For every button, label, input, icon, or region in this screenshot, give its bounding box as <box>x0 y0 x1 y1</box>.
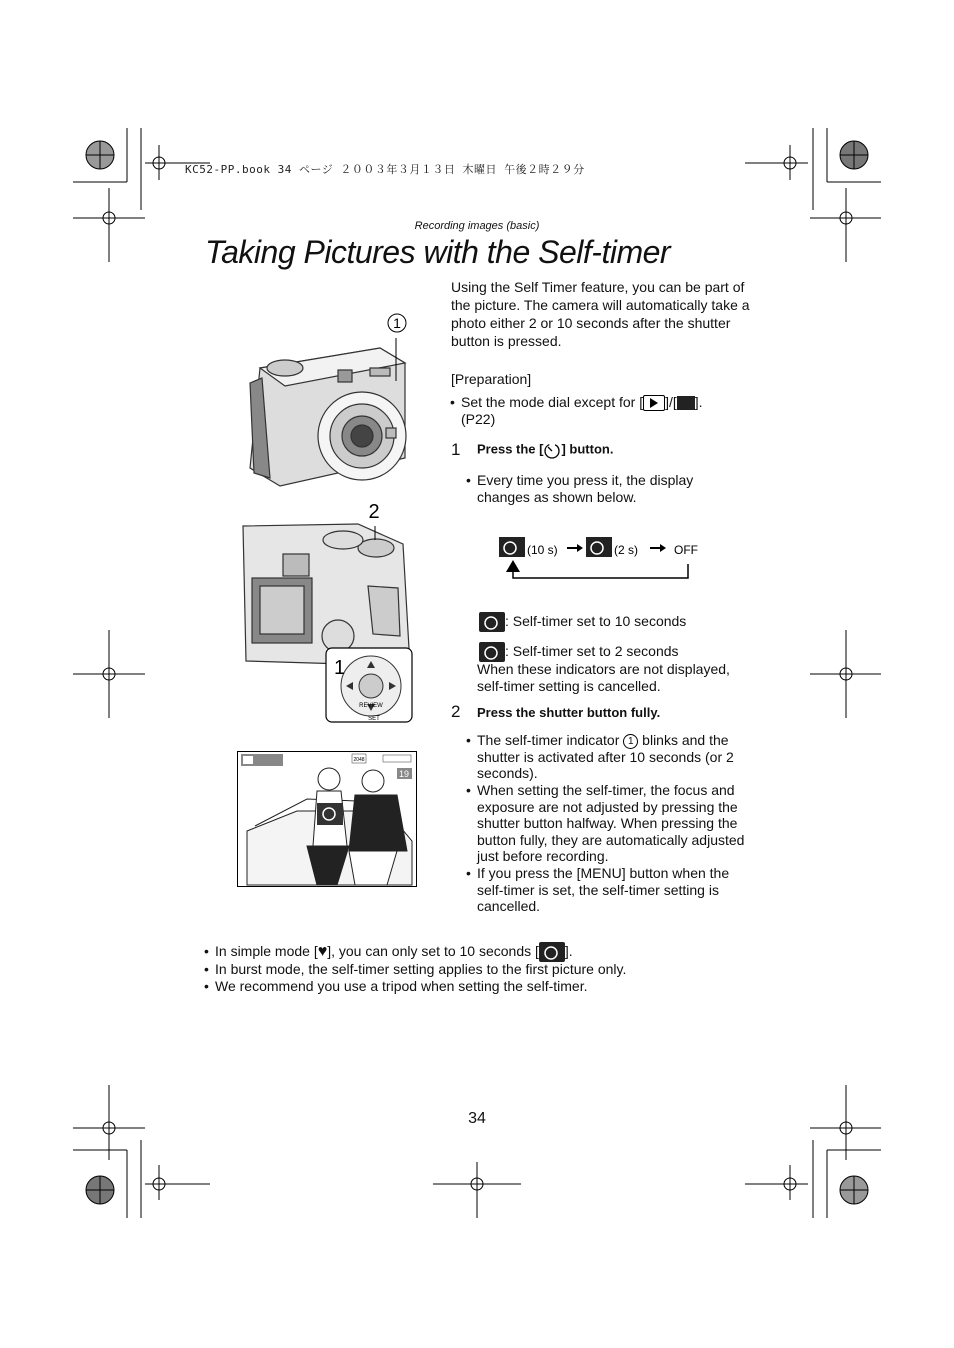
page-title: Taking Pictures with the Self-timer <box>205 234 671 270</box>
step-1-bullet: • Every time you press it, the display changes as shown below. <box>477 472 747 505</box>
lcd-shot-count: 19 <box>398 769 410 779</box>
lcd-resolution: 2048 <box>353 757 365 763</box>
lcd-screen-illustration <box>237 751 417 887</box>
intro-paragraph: Using the Self Timer feature, you can be part of the picture. The camera will automatically take a photo either 2 or 10 seconds after the shutter button is pressed. <box>451 279 750 349</box>
callout-1: 1 <box>393 315 401 331</box>
page-number: 34 <box>468 1110 486 1127</box>
step-1-number: 1 <box>451 440 461 459</box>
motion-picture-icon <box>677 396 695 410</box>
note-tripod: • We recommend you use a tripod when setting the self-timer. <box>215 978 775 995</box>
legend-note: When these indicators are not displayed, self-timer setting is cancelled. <box>477 661 730 694</box>
step-2-bullet-1: • The self-timer indicator 1 blinks and the shutter is activated after 10 seconds (or 2 seconds). <box>477 732 749 782</box>
pad-review-label: REVIEW <box>359 703 383 709</box>
camera-front-illustration <box>240 308 440 493</box>
pad-set-label: SET <box>368 716 380 722</box>
self-timer-10s-icon <box>539 942 565 962</box>
step-2-title: Press the shutter button fully. <box>477 705 661 720</box>
note-burst-mode: • In burst mode, the self-timer setting applies to the first picture only. <box>215 961 775 978</box>
legend-2s: : Self-timer set to 2 seconds <box>479 642 679 662</box>
step-2-number: 2 <box>451 702 461 721</box>
camera-back-illustration <box>238 496 428 726</box>
note-simple-mode: • In simple mode [♥], you can only set to 10 seconds [ ]. <box>215 942 775 962</box>
circled-number: 1 <box>623 734 638 749</box>
cycle-10s: (10 s) <box>527 543 558 557</box>
self-timer-icon <box>543 441 561 459</box>
prep-page-ref: (P22) <box>461 411 496 428</box>
legend-10s: : Self-timer set to 10 seconds <box>479 612 686 632</box>
heart-icon: ♥ <box>317 943 328 960</box>
self-timer-10s-icon <box>479 612 505 632</box>
self-timer-2s-icon <box>479 642 505 662</box>
prep-bullet: • Set the mode dial except for [ ]/[ ]. (P22) <box>461 394 751 428</box>
cycle-off: OFF <box>674 543 698 557</box>
preparation-label: [Preparation] <box>451 371 532 387</box>
print-header: KC52-PP.book 34 ページ ２００３年３月１３日 木曜日 午後２時２９分 <box>185 163 585 176</box>
callout-step1: 1 <box>334 657 346 679</box>
callout-2: 2 <box>368 501 380 523</box>
step-1-title: Press the [ ] button. <box>477 441 613 459</box>
playback-icon <box>643 395 665 411</box>
step-2-bullet-3: • If you press the [MENU] button when the self-timer is set, the self-timer setting is cancelled. <box>477 865 749 915</box>
self-timer-cycle-diagram <box>497 535 727 583</box>
step-2-bullet-2: • When setting the self-timer, the focus and exposure are not adjusted by pressing the shutter button halfway. When pressing the button fully, they are automatically adjusted just before recording. <box>477 782 749 865</box>
section-label: Recording images (basic) <box>414 220 540 232</box>
cycle-2s: (2 s) <box>614 543 638 557</box>
